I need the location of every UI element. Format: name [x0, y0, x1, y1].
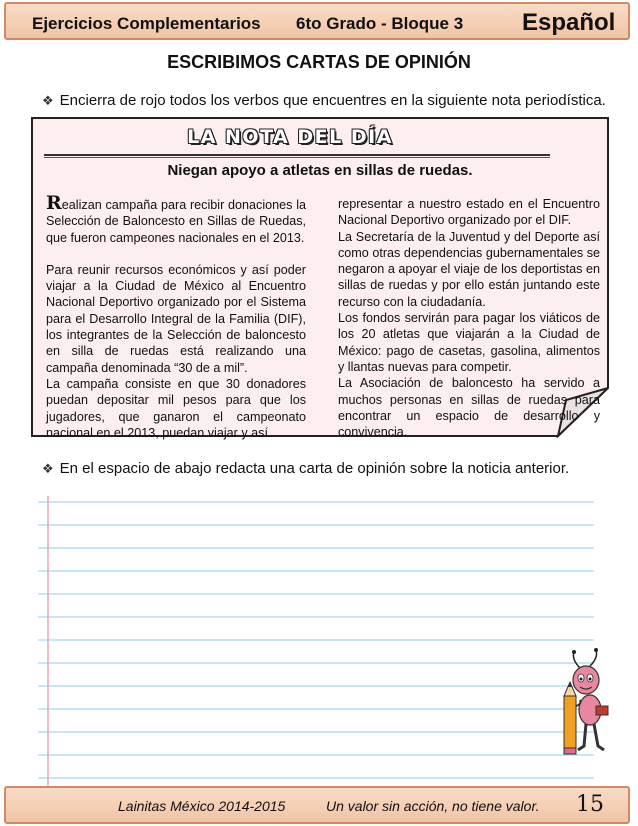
header-left-text: Ejercicios Complementarios [32, 14, 261, 33]
page-header [4, 2, 630, 40]
diamond-bullet-icon: ❖ [42, 461, 54, 476]
note-left-paragraph-3: La campaña consiste en que 30 donadores puedan depositar mil pesos para que los jugadores, que ganaron el campeonato nacional en el 2013, puedan viajar y así [46, 376, 306, 440]
instruction-1-text: Encierra de rojo todos los verbos que encuentres en la siguiente nota periodística. [59, 92, 606, 109]
note-right-paragraph-3: Los fondos servirán para pagar los viáticos de los 20 atletas que viajarán a la Ciudad de México: pago de casetas, gasolina, alimentos y llantas nuevas para competir. [338, 311, 600, 374]
diamond-bullet-icon: ❖ [42, 93, 54, 108]
note-right-paragraph-1: representar a nuestro estado en el Encuentro Nacional Deportivo organizado por el DIF. [338, 197, 600, 228]
note-headline: Niegan apoyo a atletas en sillas de ruedas. [167, 162, 473, 179]
drop-cap: R [46, 192, 62, 214]
note-right-paragraph-2: La Secretaría de la Juventud y del Deporte así como otras dependencias gubernamentales se negaron a apoyar el viaje de los deportistas en sillas de ruedas y por ello están juntando este recurso con la ciudadanía. [338, 229, 600, 309]
writing-lines[interactable] [38, 496, 594, 786]
note-left-paragraph-2: Para reunir recursos económicos y así poder viajar a la Ciudad de México al Encuentro Nacional Deportivo organizado por el Sistema para el Desarrollo Integral de la Familia (DIF), los integrantes de la Selección de baloncesto en silla de ruedas está realizando una campaña denominada “30 de a mil”. [46, 262, 306, 375]
header-subject-text: Español [522, 9, 616, 36]
header-grade-text: 6to Grado - Bloque 3 [296, 14, 464, 33]
news-note [30, 116, 610, 440]
page-title: ESCRIBIMOS CARTAS DE OPINIÓN [167, 52, 471, 72]
note-left-paragraph-1: Realizan campaña para recibir donaciones la Selección de Baloncesto en Sillas de Ruedas, que fueron campeones nacionales en el 2013. [46, 192, 306, 245]
page-footer [4, 786, 630, 824]
instruction-1 [42, 92, 606, 109]
page-number: 15 [576, 792, 604, 817]
note-right-column [338, 196, 600, 440]
ant-pencil-mascot-icon [556, 648, 620, 760]
note-right-paragraph-4: La Asociación de baloncesto ha servido a muchos personas en sillas de ruedas para encontrar un espacio de desarrollo y convivencia. [338, 376, 600, 440]
note-banner: LA NOTA DEL DÍA [187, 126, 393, 148]
footer-left-text: Lainitas México 2014-2015 [118, 798, 286, 814]
instruction-2 [42, 460, 569, 477]
instruction-2-text: En el espacio de abajo redacta una carta de opinión sobre la noticia anterior. [59, 460, 570, 477]
footer-motto: Un valor sin acción, no tiene valor. [326, 798, 540, 814]
note-left-column [46, 192, 306, 441]
